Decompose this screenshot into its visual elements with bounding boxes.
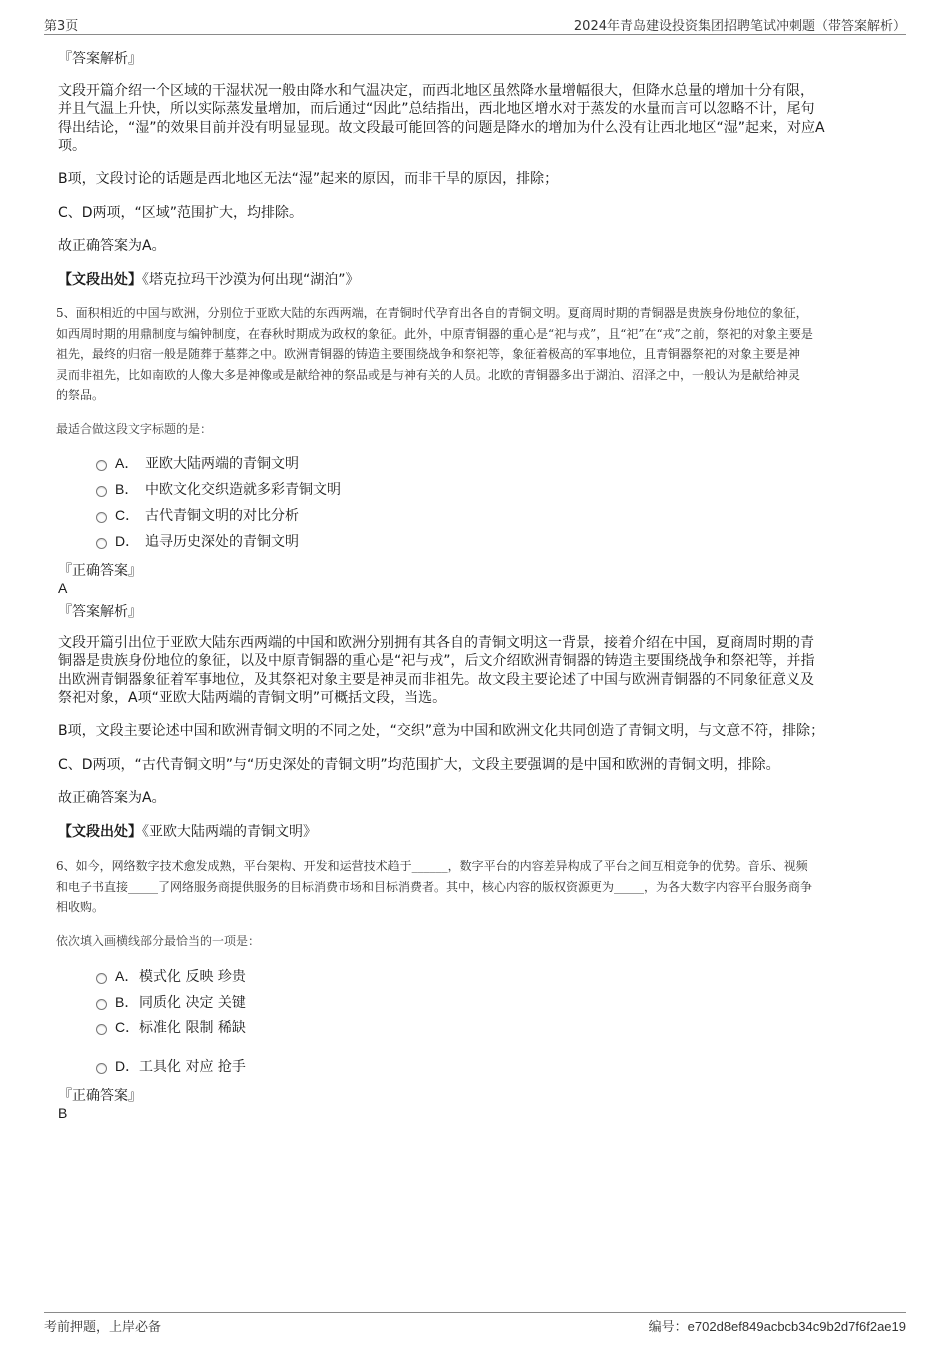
source-title: 《塔克拉玛干沙漠为何出现“湖泊”》 <box>142 272 360 288</box>
correct-answer-tag: 『正确答案』 <box>58 563 142 579</box>
radio-button-icon[interactable] <box>96 512 107 523</box>
option-text: 中欧文化交织造就多彩青铜文明 <box>145 482 341 498</box>
page-header <box>44 12 906 35</box>
source-tag: 【文段出处】 <box>58 272 142 288</box>
q5-conclusion: 故正确答案为A。 <box>58 790 166 806</box>
analysis-line: 文段开篇介绍一个区域的干湿状况一般由降水和气温决定，而西北地区虽然降水量增幅很大，但降水总量的增加十分有限， <box>58 83 814 99</box>
option-letter: D． <box>115 1058 140 1074</box>
correct-answer: A <box>58 580 68 596</box>
passage-line: 5、面积相近的中国与欧洲，分别位于亚欧大陆的东西两端，在青铜时代孕育出各自的青铜文明。夏商周时期的青铜器是贵族身份地位的象征， <box>56 306 808 320</box>
q6-option-b[interactable] <box>96 992 246 1012</box>
option-text: 同质化 决定 关键 <box>139 995 246 1011</box>
q6-option-a[interactable] <box>96 966 246 986</box>
q6-prompt: 依次填入画横线部分最恰当的一项是： <box>56 934 261 948</box>
page-number: 第3页 <box>44 19 79 34</box>
radio-button-icon[interactable] <box>96 973 107 984</box>
q5-option-a[interactable] <box>96 453 299 473</box>
q4-b-note: B项，文段讨论的话题是西北地区无法“湿”起来的原因，而非干旱的原因，排除； <box>58 171 559 187</box>
q5-option-b[interactable] <box>96 479 341 499</box>
option-text: 亚欧大陆两端的青铜文明 <box>145 456 299 472</box>
correct-answer-tag: 『正确答案』 <box>58 1088 142 1104</box>
q4-conclusion: 故正确答案为A。 <box>58 238 166 254</box>
analysis-line: 得出结论，“湿”的效果目前并没有明显显现。故文段最可能回答的问题是降水的增加为什么没有让西北地区“湿”起来，对应A <box>58 119 825 136</box>
passage-line: 的祭品。 <box>56 388 105 403</box>
option-letter: B． <box>115 481 139 497</box>
option-letter: A． <box>115 968 139 984</box>
page-footer <box>44 1312 906 1335</box>
source-tag: 【文段出处】 <box>58 824 142 840</box>
radio-button-icon[interactable] <box>96 486 107 497</box>
footer-slogan: 考前押题，上岸必备 <box>44 1320 162 1335</box>
document-title: 2024年青岛建设投资集团招聘笔试冲刺题（带答案解析） <box>573 19 906 34</box>
q5-source <box>58 823 317 841</box>
analysis-line: 出欧洲青铜器象征着军事地位，及其祭祀对象主要是神灵而非祖先。故文段主要论述了中国与欧洲青铜器的不同象征意义及 <box>58 671 814 688</box>
radio-button-icon[interactable] <box>96 1024 107 1035</box>
radio-button-icon[interactable] <box>96 538 107 549</box>
passage-line: 如西周时期的用鼎制度与编钟制度，在春秋时期成为政权的象征。此外，中原青铜器的重心是“祀与戎”，且“祀”在“戎”之前，祭祀的对象主要是 <box>56 326 813 341</box>
q5-passage <box>56 303 906 406</box>
q5-analysis <box>58 634 898 707</box>
q5-cd-note: C、D两项，“古代青铜文明”与“历史深处的青铜文明”均范围扩大，文段主要强调的是中国和欧洲的青铜文明，排除。 <box>58 757 780 773</box>
passage-line: 和电子书直接_____了网络服务商提供服务的目标消费市场和目标消费者。其中，核心内容的版权资源更为_____，为各大数字内容平台服务商争 <box>56 879 813 894</box>
q6-passage <box>56 856 906 918</box>
option-letter: C． <box>115 507 140 523</box>
option-text: 标准化 限制 稀缺 <box>139 1020 246 1036</box>
q6-option-c[interactable] <box>96 1017 246 1037</box>
option-text: 古代青铜文明的对比分析 <box>145 508 299 524</box>
source-title: 《亚欧大陆两端的青铜文明》 <box>142 824 317 840</box>
q5-b-note: B项，文段主要论述中国和欧洲青铜文明的不同之处，“交织”意为中国和欧洲文化共同创造了青铜文明，与文意不符，排除； <box>58 723 825 739</box>
passage-line: 6、如今，网络数字技术愈发成熟，平台架构、开发和运营技术趋于______，数字平台的内容差异构成了平台之间互相竞争的优势。音乐、视频 <box>56 859 808 873</box>
option-letter: D． <box>115 533 140 549</box>
radio-button-icon[interactable] <box>96 999 107 1010</box>
passage-line: 祖先，最终的归宿一般是随葬于墓葬之中。欧洲青铜器的铸造主要围绕战争和祭祀等，象征着极高的军事地位，且青铜器祭祀的对象主要是神 <box>56 347 801 362</box>
q4-cd-note: C、D两项，“区域”范围扩大，均排除。 <box>58 205 304 221</box>
analysis-tag: 『答案解析』 <box>58 51 142 67</box>
passage-line: 相收购。 <box>56 900 105 915</box>
analysis-line: 并且气温上升快，所以实际蒸发量增加，而后通过“因此”总结指出，西北地区增水对于蒸发的水量而言可以忽略不计，尾句 <box>58 101 815 118</box>
option-letter: B． <box>115 994 139 1010</box>
option-text: 追寻历史深处的青铜文明 <box>145 534 299 550</box>
q6-option-d[interactable] <box>96 1056 246 1076</box>
correct-answer: B <box>58 1105 68 1121</box>
analysis-line: 文段开篇引出位于亚欧大陆东西两端的中国和欧洲分别拥有其各自的青铜文明这一背景，接着介绍在中国，夏商周时期的青 <box>58 635 814 651</box>
analysis-line: 铜器是贵族身份地位的象征，以及中原青铜器的重心是“祀与戎”，后文介绍欧洲青铜器的铸造主要围绕战争和祭祀等，并指 <box>58 653 815 670</box>
option-letter: C． <box>115 1019 140 1035</box>
q5-option-d[interactable] <box>96 531 299 551</box>
analysis-tag: 『答案解析』 <box>58 604 142 620</box>
passage-line: 灵而非祖先，比如南欧的人像大多是神像或是献给神的祭品或是与神有关的人员。北欧的青铜器多出于湖泊、沼泽之中，一般认为是献给神灵 <box>56 367 801 382</box>
document-serial: 编号：e702d8ef849acbcb34c9b2d7f6f2ae19 <box>648 1319 906 1334</box>
q4-source <box>58 271 360 289</box>
option-letter: A． <box>115 455 139 471</box>
q5-prompt: 最适合做这段文字标题的是： <box>56 422 213 436</box>
q4-analysis <box>58 82 898 155</box>
radio-button-icon[interactable] <box>96 460 107 471</box>
radio-button-icon[interactable] <box>96 1063 107 1074</box>
analysis-line: 项。 <box>58 137 86 154</box>
option-text: 模式化 反映 珍贵 <box>139 969 246 985</box>
option-text: 工具化 对应 抢手 <box>139 1059 246 1075</box>
q5-option-c[interactable] <box>96 505 299 525</box>
analysis-line: 祭祀对象，A项“亚欧大陆两端的青铜文明”可概括文段，当选。 <box>58 689 447 706</box>
